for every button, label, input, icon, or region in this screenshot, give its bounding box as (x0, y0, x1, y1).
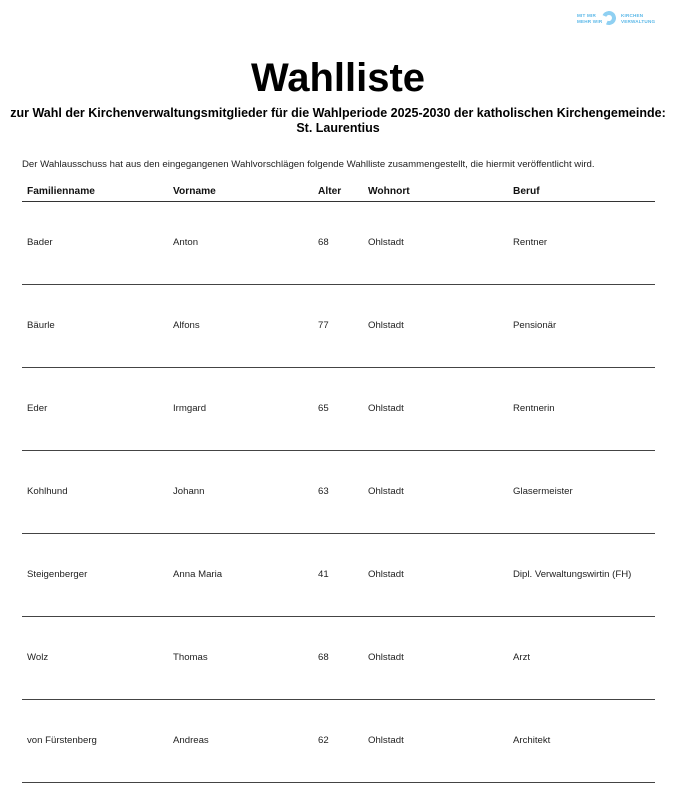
table-row (22, 451, 655, 534)
table-row (22, 617, 655, 700)
cell-alter: 68 (318, 652, 329, 663)
cell-beruf: Glasermeister (513, 486, 573, 497)
cell-vorname: Andreas (173, 735, 209, 746)
logo-text-line1-left: MIT MIR (577, 13, 597, 18)
cell-familienname: Eder (27, 403, 48, 414)
cell-wohnort: Ohlstadt (368, 735, 404, 746)
cell-wohnort: Ohlstadt (368, 486, 404, 497)
cell-alter: 68 (318, 237, 329, 248)
cell-beruf: Dipl. Verwaltungswirtin (FH) (513, 569, 632, 580)
header-beruf: Beruf (513, 186, 540, 197)
cell-vorname: Johann (173, 486, 205, 497)
logo-text-line2-right: VERWALTUNG (621, 19, 656, 24)
cell-wohnort: Ohlstadt (368, 652, 404, 663)
cell-vorname: Thomas (173, 652, 208, 663)
table-row (22, 700, 655, 783)
cell-wohnort: Ohlstadt (368, 320, 404, 331)
intro-text: Der Wahlausschuss hat aus den eingegangenen Wahlvorschlägen folgende Wahlliste zusammengestellt, die hiermit veröffentlicht wird. (22, 159, 595, 170)
cell-familienname: Wolz (27, 652, 49, 663)
page-subtitle (0, 106, 676, 136)
table-header (22, 184, 655, 202)
header-alter: Alter (318, 186, 342, 197)
cell-beruf: Rentnerin (513, 403, 555, 414)
cell-alter: 41 (318, 569, 329, 580)
cell-familienname: Steigenberger (27, 569, 88, 580)
cell-wohnort: Ohlstadt (368, 237, 404, 248)
header-familienname: Familienname (27, 186, 95, 197)
cell-vorname: Alfons (173, 320, 200, 331)
cell-alter: 62 (318, 735, 329, 746)
page-title: Wahlliste (250, 56, 426, 100)
cell-vorname: Irmgard (173, 403, 207, 414)
cell-alter: 77 (318, 320, 329, 331)
logo-text-line2-left: MEHR WIR (577, 19, 603, 24)
cell-alter: 65 (318, 403, 329, 414)
table-row (22, 368, 655, 451)
cell-beruf: Pensionär (513, 320, 557, 331)
logo-text-line1-right: KIRCHEN (621, 13, 644, 18)
subtitle-line2: St. Laurentius (296, 121, 380, 135)
table-row (22, 202, 655, 285)
cell-wohnort: Ohlstadt (368, 403, 404, 414)
cell-vorname: Anton (173, 237, 199, 248)
cell-wohnort: Ohlstadt (368, 569, 404, 580)
logo-ring-icon (600, 9, 618, 27)
candidate-table (22, 184, 655, 783)
cell-vorname: Anna Maria (173, 569, 223, 580)
cell-familienname: Bader (27, 237, 53, 248)
cell-beruf: Rentner (513, 237, 548, 248)
cell-familienname: Kohlhund (27, 486, 68, 497)
cell-familienname: Bäurle (27, 320, 55, 331)
table-row (22, 285, 655, 368)
header-wohnort: Wohnort (368, 186, 410, 197)
kirchenverwaltung-logo (577, 10, 655, 38)
cell-beruf: Arzt (513, 652, 531, 663)
cell-alter: 63 (318, 486, 329, 497)
table-row (22, 534, 655, 617)
subtitle-line1: zur Wahl der Kirchenverwaltungsmitglieder für die Wahlperiode 2025-2030 der katholischen Kirchengemeinde: (10, 106, 666, 120)
cell-familienname: von Fürstenberg (27, 735, 97, 746)
cell-beruf: Architekt (513, 735, 551, 746)
header-vorname: Vorname (173, 186, 216, 197)
